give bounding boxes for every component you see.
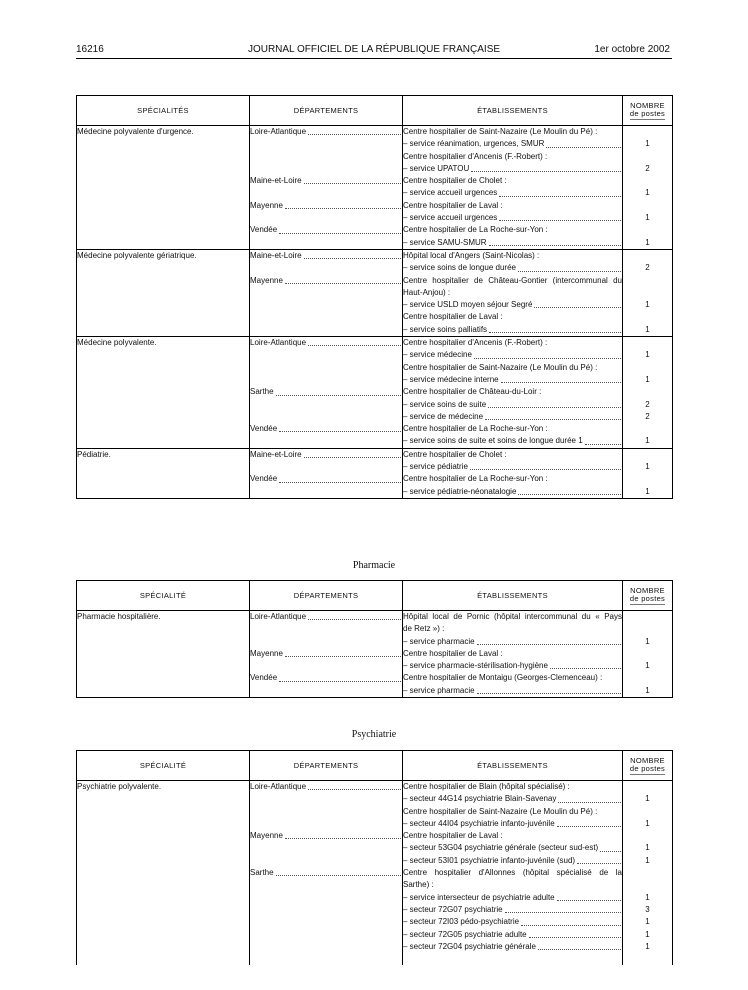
nombre-postes-value: 1: [645, 794, 650, 804]
service-line: [403, 138, 622, 150]
blank-line: [623, 386, 672, 398]
nombre-postes-value: 1: [645, 188, 650, 198]
leader-dots: [276, 386, 401, 395]
departement-name: Vendée: [250, 424, 278, 434]
blank-line: [623, 250, 672, 262]
etablissement-line: Centre hospitalier de Blain (hôpital spécialisé) :: [403, 782, 570, 791]
nombre-postes-value: 1: [645, 917, 650, 927]
table-row: [77, 126, 673, 250]
etablissement-line: Centre hospitalier de Laval :: [403, 831, 503, 841]
blank-line: [623, 175, 672, 187]
service-line: [403, 374, 622, 386]
etablissement-line: Centre hospitalier de La Roche-sur-Yon :: [403, 474, 548, 484]
col-etablissements: ÉTABLISSEMENTS: [403, 751, 623, 781]
service-line: [403, 212, 622, 224]
departements-cell: [250, 448, 403, 498]
blank-line: [623, 362, 672, 374]
leader-dots: [308, 126, 401, 135]
blank-line: [250, 435, 402, 447]
blank-line: [623, 200, 672, 212]
leader-dots: [304, 175, 401, 184]
blank-line: [623, 287, 672, 299]
leader-dots: [477, 685, 621, 694]
leader-dots: [521, 916, 621, 925]
departement-name: Mayenne: [250, 648, 283, 658]
service-label: – service USLD moyen séjour Segré: [403, 300, 533, 310]
blank-line: [250, 237, 402, 249]
departement-label: [250, 611, 402, 623]
blank-line: [623, 473, 672, 485]
blank-line: [250, 904, 402, 916]
blank-line: [250, 349, 402, 361]
service-label: – secteur 72G05 psychiatrie adulte: [403, 929, 527, 939]
blank-line: [250, 486, 402, 498]
departements-cell: [250, 337, 403, 449]
leader-dots: [285, 275, 401, 284]
journal-title: JOURNAL OFFICIEL DE LA RÉPUBLIQUE FRANÇAISE: [247, 44, 501, 55]
service-label: – service pharmacie-stérilisation-hygiène: [403, 661, 548, 671]
service-line: [403, 941, 622, 953]
leader-dots: [499, 212, 621, 221]
table-row: [77, 337, 673, 449]
etablissement-line: Centre hospitalier de Saint-Nazaire (Le Moulin du Pé) :: [403, 806, 598, 816]
etablissement-line: Centre hospitalier d'Ancenis (F.-Robert) :: [403, 151, 548, 161]
blank-line: [250, 855, 402, 867]
leader-dots: [558, 793, 621, 802]
service-label: – service UPATOU: [403, 163, 470, 173]
service-label: – secteur 44I04 psychiatrie infanto-juvénile: [403, 818, 555, 828]
blank-line: [623, 311, 672, 323]
service-line: [403, 916, 622, 928]
departement-name: Sarthe: [250, 387, 274, 397]
departement-name: Maine-et-Loire: [250, 176, 302, 186]
medecine-table: [76, 95, 673, 499]
departement-label: [250, 337, 402, 349]
etablissement-line: Centre hospitalier de Montaigu (Georges-Clemenceau) :: [403, 673, 603, 683]
departement-label: [250, 449, 402, 461]
service-line: [403, 685, 622, 697]
blank-line: [250, 892, 402, 904]
nombre-postes-value: 1: [645, 929, 650, 939]
blank-line: [250, 953, 402, 965]
leader-dots: [308, 337, 401, 346]
blank-line: [250, 411, 402, 423]
col-nombre-postes: NOMBRE de postes: [623, 96, 673, 126]
blank-line: [623, 611, 672, 623]
blank-line: [250, 842, 402, 854]
service-line: [403, 892, 622, 904]
service-label: – secteur 72I03 pédo-psychiatrie: [403, 917, 520, 927]
specialite-label: Médecine polyvalente.: [77, 338, 157, 348]
specialite-label: Pédiatrie.: [77, 449, 111, 459]
etablissement-line: Centre hospitalier de Laval :: [403, 648, 503, 658]
blank-line: [250, 212, 402, 224]
table-row: [77, 249, 673, 336]
blank-line: [250, 399, 402, 411]
specialite-cell: [77, 448, 250, 498]
blank-line: [623, 830, 672, 842]
blank-line: [250, 916, 402, 928]
blank-line: [250, 636, 402, 648]
specialite-label: Médecine polyvalente d'urgence.: [77, 127, 194, 136]
departement-name: Vendée: [250, 225, 278, 235]
nombre-postes-value: 2: [645, 411, 650, 421]
departements-cell: [250, 126, 403, 250]
specialite-cell: [77, 126, 250, 250]
nombre-postes-value: 1: [645, 374, 650, 384]
departement-label: [250, 175, 402, 187]
leader-dots: [285, 648, 401, 657]
col-nombre-postes: NOMBRE de postes: [623, 751, 673, 781]
service-line: [403, 636, 622, 648]
etablissements-cell: [403, 611, 623, 698]
leader-dots: [308, 611, 401, 620]
nombre-postes-value: 1: [645, 486, 650, 496]
service-line: [403, 929, 622, 941]
departement-name: Maine-et-Loire: [250, 449, 302, 459]
table-row: [77, 781, 673, 966]
specialite-label: Psychiatrie polyvalente.: [77, 782, 162, 791]
nombre-postes-value: 1: [645, 436, 650, 446]
section-title-psychiatrie: Psychiatrie: [351, 729, 397, 740]
departement-name: Loire-Atlantique: [250, 338, 307, 348]
service-line: [403, 349, 622, 361]
leader-dots: [488, 399, 621, 408]
leader-dots: [505, 904, 621, 913]
blank-line: [623, 449, 672, 461]
departement-label: [250, 781, 402, 793]
service-line: [403, 842, 622, 854]
blank-line: [623, 867, 672, 879]
blank-line: [250, 262, 402, 274]
blank-line: [250, 324, 402, 336]
leader-dots: [538, 941, 621, 950]
service-label: – service pharmacie: [403, 685, 475, 695]
service-label: – service médecine: [403, 350, 472, 360]
nombre-postes-value: 1: [645, 462, 650, 472]
psychiatrie-table: [76, 750, 673, 965]
service-label: – service pédiatrie: [403, 462, 468, 472]
col-specialites: SPÉCIALITÉS: [77, 96, 250, 126]
leader-dots: [534, 299, 621, 308]
specialite-label: Pharmacie hospitalière.: [77, 612, 161, 621]
specialite-cell: [77, 781, 250, 966]
leader-dots: [518, 262, 621, 271]
departement-label: [250, 250, 402, 262]
nombre-postes-value: 1: [645, 324, 650, 334]
blank-line: [250, 818, 402, 830]
etablissement-line: Centre hospitalier d'Allonnes (hôpital spécialisé de la: [403, 868, 622, 878]
blank-line: [250, 187, 402, 199]
specialite-cell: [77, 611, 250, 698]
leader-dots: [279, 423, 401, 432]
leader-dots: [485, 411, 621, 420]
nombre-postes-value: 1: [645, 636, 650, 646]
blank-line: [623, 275, 672, 287]
departement-name: Vendée: [250, 474, 278, 484]
leader-dots: [474, 349, 621, 358]
departements-cell: [250, 781, 403, 966]
pharmacie-table: [76, 580, 673, 698]
col-etablissements: ÉTABLISSEMENTS: [403, 581, 623, 611]
nombre-postes-value: 1: [645, 661, 650, 671]
service-line: [403, 818, 622, 830]
departements-cell: [250, 611, 403, 698]
leader-dots: [550, 660, 621, 669]
service-label: – service pharmacie: [403, 636, 475, 646]
etablissement-line: Centre hospitalier de Château-du-Loir :: [403, 387, 542, 397]
leader-dots: [577, 855, 621, 864]
etablissements-cell: [403, 448, 623, 498]
service-line: [403, 324, 622, 336]
col-specialite: SPÉCIALITÉ: [77, 751, 250, 781]
leader-dots: [489, 324, 621, 333]
service-line: [403, 411, 622, 423]
table-row: [77, 448, 673, 498]
nombre-postes-value: 1: [645, 818, 650, 828]
nombre-postes-value: 2: [645, 263, 650, 273]
departement-name: Vendée: [250, 673, 278, 683]
blank-line: [623, 806, 672, 818]
leader-dots: [600, 842, 621, 851]
nombre-cell: [623, 448, 673, 498]
departement-label: [250, 126, 402, 138]
etablissement-line: Sarthe) :: [403, 880, 434, 890]
leader-dots: [501, 374, 621, 383]
blank-line: [623, 648, 672, 660]
departement-label: [250, 648, 402, 660]
col-specialite: SPÉCIALITÉ: [77, 581, 250, 611]
nombre-postes-value: 1: [645, 855, 650, 865]
departement-label: [250, 672, 402, 684]
nombre-cell: [623, 781, 673, 966]
leader-dots: [470, 461, 621, 470]
departement-name: Sarthe: [250, 868, 274, 878]
blank-line: [623, 126, 672, 138]
service-label: – service accueil urgences: [403, 213, 498, 223]
leader-dots: [279, 473, 401, 482]
service-label: – secteur 72G04 psychiatrie générale: [403, 941, 536, 951]
nombre-postes-value: 2: [645, 163, 650, 173]
service-label: – service réanimation, urgences, SMUR: [403, 139, 545, 149]
etablissement-line: Centre hospitalier de La Roche-sur-Yon :: [403, 424, 548, 434]
service-label: – secteur 53G04 psychiatrie générale (secteur sud-est): [403, 843, 599, 853]
nombre-postes-value: 1: [645, 213, 650, 223]
blank-line: [250, 685, 402, 697]
leader-dots: [518, 486, 621, 495]
leader-dots: [546, 138, 621, 147]
blank-line: [250, 151, 402, 163]
nombre-postes-value: 3: [645, 904, 650, 914]
departement-label: [250, 275, 402, 287]
nombre-postes-value: 1: [645, 685, 650, 695]
leader-dots: [285, 200, 401, 209]
blank-line: [623, 423, 672, 435]
leader-dots: [304, 449, 401, 458]
blank-line: [623, 781, 672, 793]
blank-line: [623, 337, 672, 349]
col-etablissements: ÉTABLISSEMENTS: [403, 96, 623, 126]
leader-dots: [557, 892, 621, 901]
page-number: 16216: [76, 44, 104, 55]
leader-dots: [304, 250, 401, 259]
service-line: [403, 855, 622, 867]
blank-line: [623, 151, 672, 163]
blank-line: [250, 138, 402, 150]
departement-name: Mayenne: [250, 200, 283, 210]
etablissement-line: Haut-Anjou) :: [403, 287, 451, 297]
leader-dots: [279, 672, 401, 681]
blank-line: [250, 461, 402, 473]
departement-name: Loire-Atlantique: [250, 782, 307, 791]
leader-dots: [308, 781, 401, 790]
specialite-cell: [77, 337, 250, 449]
departement-label: [250, 386, 402, 398]
service-line: [403, 904, 622, 916]
blank-line: [250, 163, 402, 175]
etablissements-cell: [403, 781, 623, 966]
blank-line: [250, 287, 402, 299]
blank-line: [250, 299, 402, 311]
col-nombre-postes: NOMBRE de postes: [623, 581, 673, 611]
blank-line: [250, 660, 402, 672]
service-label: – service de médecine: [403, 411, 484, 421]
etablissement-line: Centre hospitalier de Cholet :: [403, 449, 507, 459]
etablissement-line: Hôpital local de Pornic (hôpital intercommunal du « Pays: [403, 612, 622, 621]
service-line: [403, 187, 622, 199]
blank-line: [250, 806, 402, 818]
etablissement-line: Centre hospitalier de Laval :: [403, 200, 503, 210]
nombre-cell: [623, 126, 673, 250]
departement-name: Mayenne: [250, 275, 283, 285]
service-label: – service médecine interne: [403, 374, 499, 384]
service-label: – service SAMU-SMUR: [403, 237, 487, 247]
service-line: [403, 486, 622, 498]
nombre-postes-value: 1: [645, 843, 650, 853]
col-departements: DÉPARTEMENTS: [250, 96, 403, 126]
nombre-postes-value: 1: [645, 139, 650, 149]
etablissement-line: Centre hospitalier de Saint-Nazaire (Le Moulin du Pé) :: [403, 362, 598, 372]
nombre-cell: [623, 249, 673, 336]
nombre-postes-value: 2: [645, 399, 650, 409]
blank-line: [250, 879, 402, 891]
service-label: – service pédiatrie-néonatalogie: [403, 486, 517, 496]
nombre-postes-value: 1: [645, 350, 650, 360]
service-label: – service soins de suite: [403, 399, 487, 409]
service-label: – service soins de suite et soins de longue durée 1: [403, 436, 583, 446]
nombre-postes-value: 1: [645, 237, 650, 247]
service-line: [403, 163, 622, 175]
etablissement-line: Centre hospitalier de Laval :: [403, 312, 503, 322]
leader-dots: [499, 187, 621, 196]
blank-line: [250, 362, 402, 374]
service-line: [403, 237, 622, 249]
table-row: [77, 611, 673, 698]
etablissement-line: Hôpital local d'Angers (Saint-Nicolas) :: [403, 250, 540, 260]
leader-dots: [279, 224, 401, 233]
service-label: – service soins palliatifs: [403, 324, 488, 334]
leader-dots: [285, 830, 401, 839]
nombre-cell: [623, 337, 673, 449]
etablissement-line: Centre hospitalier de Saint-Nazaire (Le Moulin du Pé) :: [403, 127, 598, 136]
nombre-postes-value: 1: [645, 300, 650, 310]
departement-name: Loire-Atlantique: [250, 612, 307, 621]
leader-dots: [276, 867, 401, 876]
service-line: [403, 435, 622, 447]
etablissement-line: Centre hospitalier de Cholet :: [403, 176, 507, 186]
departement-label: [250, 473, 402, 485]
leader-dots: [471, 163, 621, 172]
blank-line: [250, 793, 402, 805]
service-line: [403, 461, 622, 473]
nombre-cell: [623, 611, 673, 698]
service-label: – service soins de longue durée: [403, 263, 516, 273]
service-line: [403, 262, 622, 274]
service-label: – service intersecteur de psychiatrie adulte: [403, 892, 555, 902]
etablissement-line: de Retz ») :: [403, 624, 445, 634]
etablissements-cell: [403, 249, 623, 336]
service-label: – secteur 44G14 psychiatrie Blain-Savenay: [403, 794, 557, 804]
departement-name: Maine-et-Loire: [250, 250, 302, 260]
section-title-pharmacie: Pharmacie: [352, 560, 396, 571]
nombre-postes-value: 1: [645, 941, 650, 951]
service-line: [403, 299, 622, 311]
departements-cell: [250, 249, 403, 336]
col-departements: DÉPARTEMENTS: [250, 751, 403, 781]
etablissement-line: Centre hospitalier de La Roche-sur-Yon :: [403, 225, 548, 235]
departement-name: Loire-Atlantique: [250, 127, 307, 136]
etablissements-cell: [403, 337, 623, 449]
departement-name: Mayenne: [250, 831, 283, 841]
service-line: [403, 793, 622, 805]
specialite-label: Médecine polyvalente gériatrique.: [77, 250, 197, 260]
specialite-cell: [77, 249, 250, 336]
etablissements-cell: [403, 126, 623, 250]
departement-label: [250, 200, 402, 212]
blank-line: [250, 311, 402, 323]
blank-line: [623, 623, 672, 635]
leader-dots: [585, 435, 621, 444]
departement-label: [250, 423, 402, 435]
leader-dots: [477, 636, 621, 645]
service-label: – secteur 53I01 psychiatrie infanto-juvénile (sud): [403, 855, 576, 865]
col-departements: DÉPARTEMENTS: [250, 581, 403, 611]
leader-dots: [529, 929, 621, 938]
blank-line: [250, 623, 402, 635]
leader-dots: [489, 237, 621, 246]
header-rule: [76, 58, 672, 59]
publication-date: 1er octobre 2002: [594, 44, 670, 55]
blank-line: [623, 224, 672, 236]
blank-line: [623, 879, 672, 891]
service-label: – secteur 72G07 psychiatrie: [403, 904, 503, 914]
blank-line: [250, 929, 402, 941]
service-label: – service accueil urgences: [403, 188, 498, 198]
etablissement-line: Centre hospitalier de Château-Gontier (intercommunal du: [403, 275, 622, 285]
etablissement-line: Centre hospitalier d'Ancenis (F.-Robert) :: [403, 338, 548, 348]
departement-label: [250, 830, 402, 842]
blank-line: [623, 672, 672, 684]
leader-dots: [557, 818, 621, 827]
departement-label: [250, 867, 402, 879]
service-line: [403, 399, 622, 411]
nombre-postes-value: 1: [645, 892, 650, 902]
blank-line: [250, 941, 402, 953]
blank-line: [250, 374, 402, 386]
service-line: [403, 660, 622, 672]
departement-label: [250, 224, 402, 236]
